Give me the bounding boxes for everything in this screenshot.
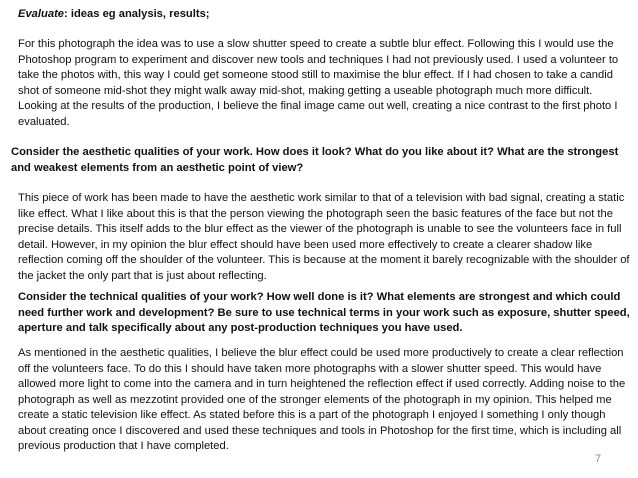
technical-answer: As mentioned in the aesthetic qualities, I believe the blur effect could be used more productively to create a clear reflection off the volunteers face. To do this I should have taken more photographs with a slower shutter speed. This would have allowed more light to come into the camera and in turn heightened the reflection effect if used correctly. Adding noise to the photograph as well as mezzotint provided one of the stronger elements of the photograph in my opinion. This helped me create a static television like effect. As stated before this is a part of the photograph I enjoyed I something I only though about creating once I discovered and used these techniques and tools in Photoshop for the first time, which is including all previous production that I have completed. [18, 347, 626, 452]
evaluation-paragraph: For this photograph the idea was to use a slow shutter speed to create a subtle blur effect. Following this I would use the Photoshop program to experiment and discover new tools and techniques I had not previously used. I used a volunteer to take the photos with, this way I could get someone stood still to maximise the blur effect. If I had chosen to take a candid shot of someone mid-shot they might walk away mid-shot, making getting a useable photograph much more difficult. Looking at the results of the production, I believe the final image came out well, creating a nice contrast to the first photo I evaluated. [18, 38, 619, 128]
aesthetic-answer: This piece of work has been made to have the aesthetic work similar to that of a television with bad signal, creating a static like effect. What I like about this is that the person viewing the photograph seen the basic features of the face but not the precise details. This itself adds to the blur effect as the viewer of the photograph is unable to see the volunteers face in full detail. However, in my opinion the blur effect should have been used more effectively to create a clearer shadow like reflection coming off the shoulder of the volunteer. This is because at the moment it barely recognizable with the shoulder of the jacket the only part that is just about reflecting. [18, 192, 630, 282]
page-number: 7 [595, 453, 602, 465]
evaluate-heading [18, 7, 628, 23]
aesthetic-question: Consider the aesthetic qualities of your work. How does it look? What do you like about it? What are the strongest and weakest elements from an aesthetic point of view? [11, 146, 619, 174]
evaluate-label: Evaluate [18, 8, 65, 20]
evaluate-heading-text: : ideas eg analysis, results; [64, 8, 210, 20]
technical-question: Consider the technical qualities of your work? How well done is it? What elements are strongest and which could need further work and development? Be sure to use technical terms in your work such as exposure, shutter speed, aperture and talk specifically about any post-production techniques you have used. [18, 291, 630, 334]
